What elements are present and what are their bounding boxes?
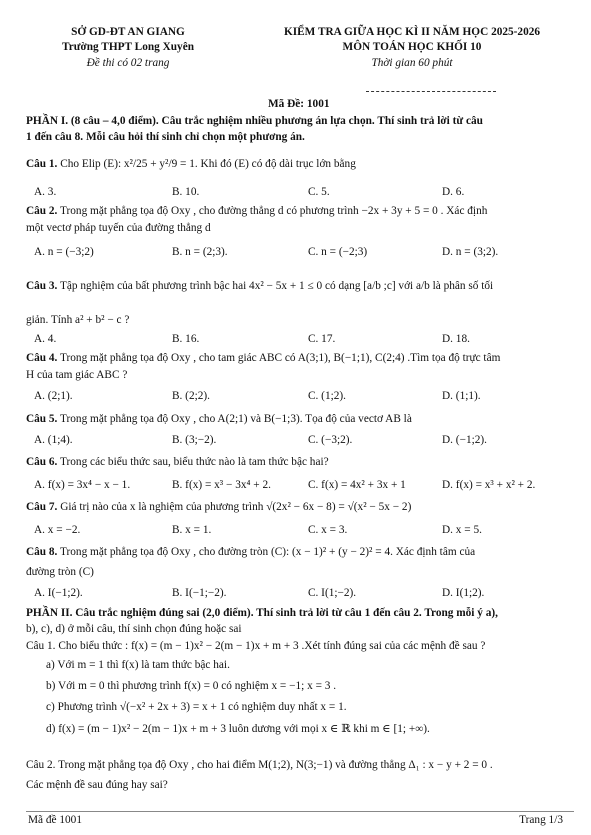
- question-8-cont: đường tròn (C): [26, 566, 94, 578]
- footer-divider: [26, 811, 574, 812]
- question-label: Câu 5.: [26, 413, 58, 425]
- part2-title-cont: b), c), d) ở mỗi câu, thí sinh chọn đúng hoặc sai: [26, 623, 242, 635]
- q3-option-b[interactable]: B. 16.: [172, 333, 200, 345]
- q6-option-b[interactable]: B. f(x) = x³ − 3x⁴ + 2.: [172, 479, 271, 491]
- q7-option-a[interactable]: A. x = −2.: [34, 524, 81, 536]
- q8-option-a[interactable]: A. I(−1;2).: [34, 587, 83, 599]
- footer-page-number: Trang 1/3: [519, 814, 563, 826]
- question-2: [26, 205, 574, 217]
- q3-option-d[interactable]: D. 18.: [442, 333, 470, 345]
- q8-option-d[interactable]: D. I(1;2).: [442, 587, 485, 599]
- question-label: Câu 7.: [26, 501, 58, 513]
- question-label: Câu 8.: [26, 546, 58, 558]
- q2-option-c[interactable]: C. n = (−2;3): [308, 246, 368, 258]
- q8-option-b[interactable]: B. I(−1;−2).: [172, 587, 227, 599]
- q1-option-a[interactable]: A. 3.: [34, 186, 57, 198]
- q6-option-a[interactable]: A. f(x) = 3x⁴ − x − 1.: [34, 479, 131, 491]
- question-text: Cho Elip (E): x²/25 + y²/9 = 1. Khi đó (E) có độ dài trục lớn bằng: [60, 158, 356, 170]
- q3-option-c[interactable]: C. 17.: [308, 333, 336, 345]
- question-text: Trong các biểu thức sau, biểu thức nào là tam thức bậc hai?: [60, 456, 329, 468]
- question-text: Trong mặt phẳng tọa độ Oxy , cho A(2;1) và B(−1;3). Tọa độ của vectơ AB là: [60, 413, 412, 425]
- question-label: Câu 4.: [26, 352, 58, 364]
- question-3: [26, 280, 574, 292]
- q1-option-d[interactable]: D. 6.: [442, 186, 465, 198]
- part2-item-a[interactable]: a) Với m = 1 thì f(x) là tam thức bậc hai.: [46, 659, 230, 671]
- q5-option-a[interactable]: A. (1;4).: [34, 434, 73, 446]
- q7-option-d[interactable]: D. x = 5.: [442, 524, 482, 536]
- question-text: Trong mặt phẳng tọa độ Oxy , cho tam giác ABC có A(3;1), B(−1;1), C(2;4) .Tìm tọa độ trực tâm: [60, 352, 501, 364]
- question-4: [26, 352, 574, 364]
- subject-title: MÔN TOÁN HỌC KHỐI 10: [342, 41, 482, 53]
- part2-item-d[interactable]: d) f(x) = (m − 1)x² − 2(m − 1)x + m + 3 luôn dương với mọi x ∈ ℝ khi m ∈ [1; +∞).: [46, 723, 430, 735]
- q3-option-a[interactable]: A. 4.: [34, 333, 57, 345]
- q2-option-a[interactable]: A. n = (−3;2): [34, 246, 94, 258]
- q1-option-c[interactable]: C. 5.: [308, 186, 330, 198]
- part2-question-2-cont: Các mệnh đề sau đúng hay sai?: [26, 779, 168, 791]
- q7-option-c[interactable]: C. x = 3.: [308, 524, 348, 536]
- q4-option-c[interactable]: C. (1;2).: [308, 390, 346, 402]
- question-8: [26, 546, 574, 558]
- q4-option-b[interactable]: B. (2;2).: [172, 390, 210, 402]
- question-text: Giá trị nào của x là nghiệm của phương trình √(2x² − 6x − 8) = √(x² − 5x − 2): [60, 501, 412, 513]
- question-7: [26, 501, 574, 513]
- q2-option-d[interactable]: D. n = (3;2).: [442, 246, 499, 258]
- page-count-note: Đề thi có 02 trang: [86, 57, 170, 69]
- part2-title: PHẦN II. Câu trắc nghiệm đúng sai (2,0 điểm). Thí sinh trả lời từ câu 1 đến câu 2. Trong mỗi ý a),: [26, 607, 498, 619]
- question-text: Trong mặt phẳng tọa độ Oxy , cho đường tròn (C): (x − 1)² + (y − 2)² = 4. Xác định tâm của: [60, 546, 476, 558]
- q4-option-d[interactable]: D. (1;1).: [442, 390, 481, 402]
- q1-option-b[interactable]: B. 10.: [172, 186, 200, 198]
- exam-code: Mã Đề: 1001: [268, 98, 330, 110]
- question-label: Câu 2.: [26, 205, 58, 217]
- q2-option-b[interactable]: B. n = (2;3).: [172, 246, 228, 258]
- header-divider: [366, 91, 496, 92]
- school-name: Trường THPT Long Xuyên: [62, 41, 194, 53]
- question-label: Câu 1.: [26, 158, 58, 170]
- question-label: Câu 3.: [26, 280, 58, 292]
- q5-option-b[interactable]: B. (3;−2).: [172, 434, 217, 446]
- question-4-cont: H của tam giác ABC ?: [26, 369, 128, 381]
- question-5: [26, 413, 574, 425]
- time-limit: Thời gian 60 phút: [371, 57, 453, 69]
- part2-question-2: Câu 2. Trong mặt phẳng tọa độ Oxy , cho hai điểm M(1;2), N(3;−1) và đường thẳng Δ₁ : x − y + 2 = 0 .: [26, 759, 493, 771]
- q4-option-a[interactable]: A. (2;1).: [34, 390, 73, 402]
- department-name: SỞ GD-ĐT AN GIANG: [71, 26, 185, 38]
- q5-option-d[interactable]: D. (−1;2).: [442, 434, 487, 446]
- part1-title: PHẦN I. (8 câu – 4,0 điểm). Câu trắc nghiệm nhiều phương án lựa chọn. Thí sinh trả lời từ câu: [26, 115, 483, 127]
- question-2-cont: một vectơ pháp tuyến của đường thẳng d: [26, 222, 211, 234]
- q7-option-b[interactable]: B. x = 1.: [172, 524, 212, 536]
- footer-exam-code: Mã đề 1001: [28, 814, 82, 826]
- question-text: Tập nghiệm của bất phương trình bậc hai 4x² − 5x + 1 ≤ 0 có dạng [a/b ;c] với a/b là phân số tối: [60, 280, 494, 292]
- part1-title-cont: 1 đến câu 8. Mỗi câu hỏi thí sinh chỉ chọn một phương án.: [26, 131, 305, 143]
- q6-option-d[interactable]: D. f(x) = x³ + x² + 2.: [442, 479, 536, 491]
- q5-option-c[interactable]: C. (−3;2).: [308, 434, 353, 446]
- question-1: [26, 158, 574, 170]
- part2-item-c[interactable]: c) Phương trình √(−x² + 2x + 3) = x + 1 có nghiệm duy nhất x = 1.: [46, 701, 347, 713]
- part2-item-b[interactable]: b) Với m = 0 thì phương trình f(x) = 0 có nghiệm x = −1; x = 3 .: [46, 680, 337, 692]
- question-6: [26, 456, 574, 468]
- q6-option-c[interactable]: C. f(x) = 4x² + 3x + 1: [308, 479, 406, 491]
- question-label: Câu 6.: [26, 456, 58, 468]
- q8-option-c[interactable]: C. I(1;−2).: [308, 587, 357, 599]
- question-text: Trong mặt phẳng tọa độ Oxy , cho đường thẳng d có phương trình −2x + 3y + 5 = 0 . Xác định: [60, 205, 488, 217]
- exam-title: KIỂM TRA GIỮA HỌC KÌ II NĂM HỌC 2025-2026: [283, 26, 541, 38]
- part2-question-1: Câu 1. Cho biểu thức : f(x) = (m − 1)x² − 2(m − 1)x + m + 3 .Xét tính đúng sai của các mệnh đề sau ?: [26, 640, 486, 652]
- question-3-cont: giản. Tính a² + b² − c ?: [26, 314, 130, 326]
